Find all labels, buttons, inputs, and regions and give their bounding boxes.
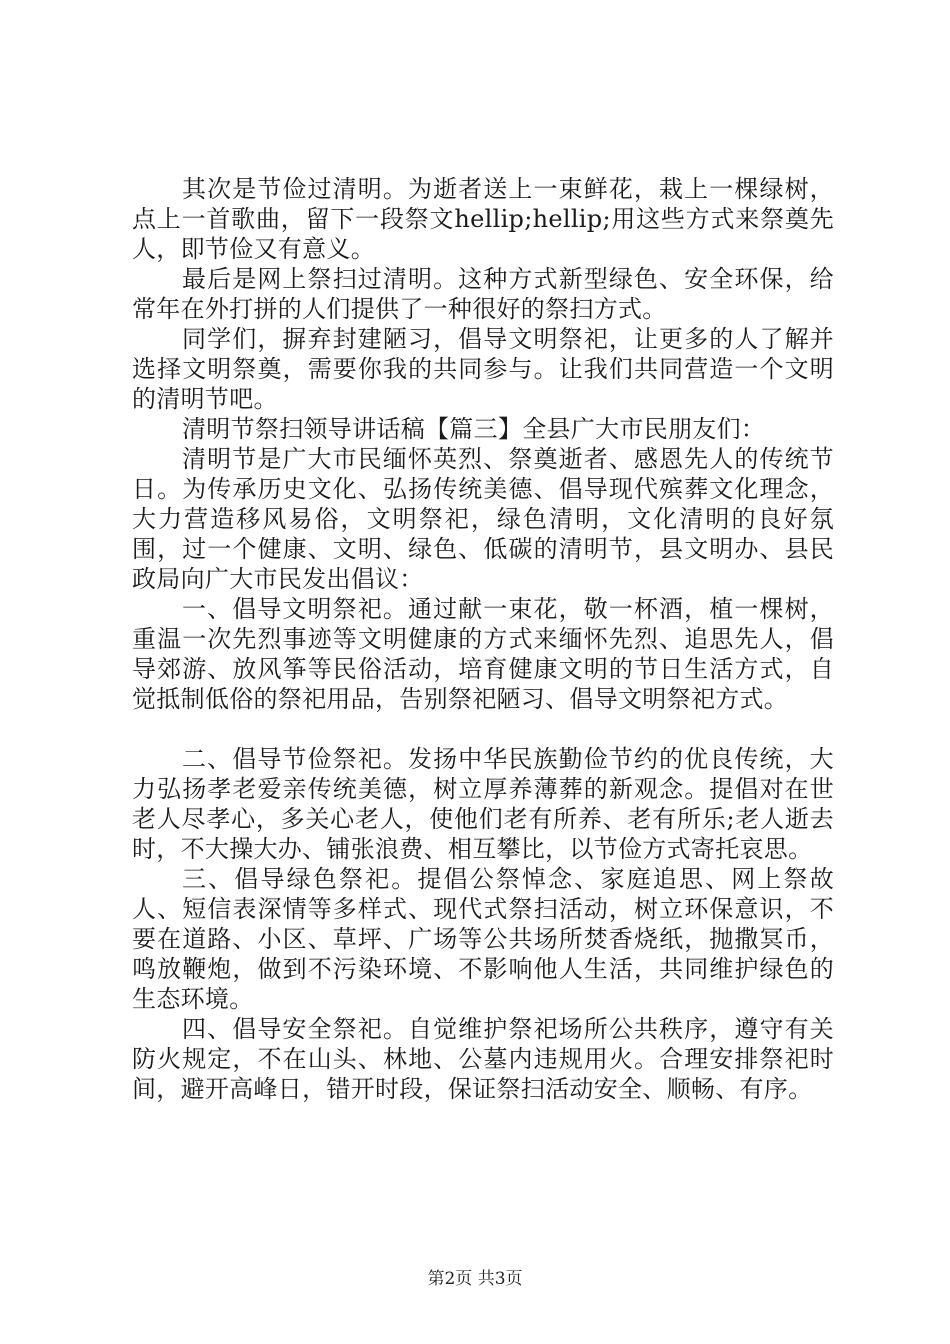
paragraph-section-three-heading: 清明节祭扫领导讲话稿【篇三】全县广大市民朋友们： [182,415,766,443]
paragraph-safe-sacrifice: 四、倡导安全祭祀。自觉维护祭祀场所公共秩序，遵守有关防火规定，不在山头、林地、公墓内违规用火。合理安排祭祀时间，避开高峰日，错开时段，保证祭扫活动安全、顺畅、有序。 [132,1015,834,1103]
paragraph-online-memorial: 最后是网上祭扫过清明。这种方式新型绿色、安全环保，给常年在外打拼的人们提供了一种很好的祭扫方式。 [132,265,834,323]
paragraph-initiative-intro: 清明节是广大市民缅怀英烈、祭奠逝者、感恩先人的传统节日。为传承历史文化、弘扬传统美德、倡导现代殡葬文化理念，大力营造移风易俗，文明祭祀，绿色清明，文化清明的良好氛围，过一个健康、文明、绿色、低碳的清明节，县文明办、县民政局向广大市民发出倡议： [132,445,834,593]
page-footer [0,1268,950,1290]
document-body [132,174,834,1104]
paragraph-civilized-sacrifice: 一、倡导文明祭祀。通过献一束花，敬一杯酒，植一棵树，重温一次先烈事迹等文明健康的方式来缅怀先烈、追思先人，倡导郊游、放风筝等民俗活动，培育健康文明的节日生活方式，自觉抵制低俗的祭祀用品，告别祭祀陋习、倡导文明祭祀方式。 [132,595,834,713]
page-number-label: 第2页 共3页 [427,1269,523,1289]
paragraph-frugal-sacrifice: 二、倡导节俭祭祀。发扬中华民族勤俭节约的优良传统，大力弘扬孝老爱亲传统美德，树立厚养薄葬的新观念。提倡对在世老人尽孝心，多关心老人，使他们老有所养、老有所乐;老人逝去时，不大操大办、铺张浪费、相互攀比，以节俭方式寄托哀思。 [132,745,834,863]
paragraph-students-appeal: 同学们，摒弃封建陋习，倡导文明祭祀，让更多的人了解并选择文明祭奠，需要你我的共同参与。让我们共同营造一个文明的清明节吧。 [132,325,834,413]
paragraph-frugal-qingming: 其次是节俭过清明。为逝者送上一束鲜花，栽上一棵绿树，点上一首歌曲，留下一段祭文hellip;hellip;用这些方式来祭奠先人，即节俭又有意义。 [132,175,834,263]
paragraph-green-sacrifice: 三、倡导绿色祭祀。提倡公祭悼念、家庭追思、网上祭故人、短信表深情等多样式、现代式祭扫活动，树立环保意识，不要在道路、小区、草坪、广场等公共场所焚香烧纸，抛撒冥币，鸣放鞭炮，做到不污染环境、不影响他人生活，共同维护绿色的生态环境。 [132,865,834,1013]
